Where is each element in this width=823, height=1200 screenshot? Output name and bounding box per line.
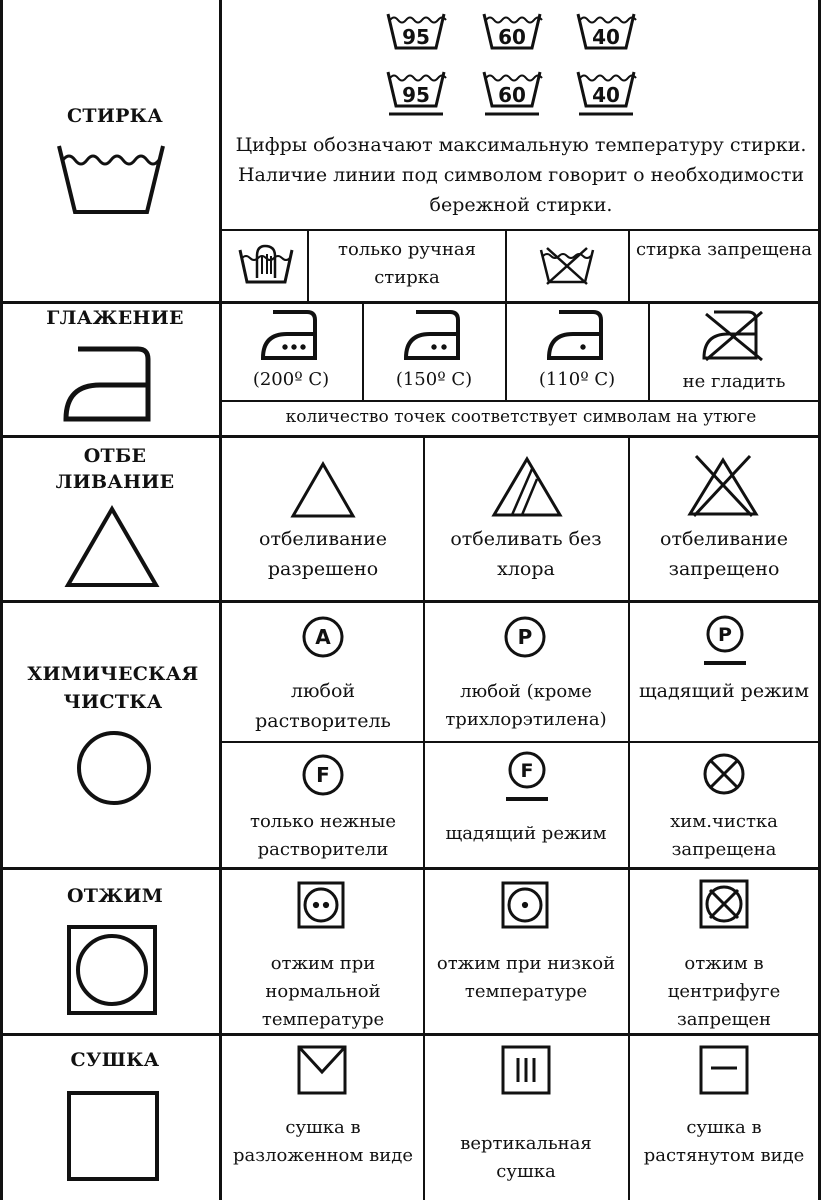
cell-divider <box>307 229 309 302</box>
washing-inner-divider <box>219 229 820 231</box>
dryclean-p-icon <box>502 614 548 660</box>
iron-icon <box>60 345 160 425</box>
cell-divider <box>648 301 650 401</box>
wash-95-icon <box>385 10 447 52</box>
circle-icon <box>74 728 154 808</box>
svg-text:P: P <box>718 624 732 646</box>
ironing-note: количество точек соответствует символам на утюге <box>285 407 757 427</box>
drycleaning-title-line1: ХИМИЧЕСКАЯ <box>27 663 199 685</box>
wash-40-gentle-icon <box>575 68 637 120</box>
no-wash-label: стирка запрещена <box>635 239 813 260</box>
square-circle-icon <box>66 924 158 1016</box>
wash-60-gentle-icon <box>481 68 543 120</box>
dryclean-f-icon <box>300 752 346 798</box>
bleach-allowed-label: отбеливание разрешено <box>259 528 387 580</box>
row-divider <box>0 867 821 870</box>
dry-stretched-icon <box>698 1044 750 1096</box>
wash-60-icon <box>481 10 543 52</box>
iron-150-label: (150º С) <box>395 369 473 390</box>
cell-divider <box>505 301 507 401</box>
svg-text:P: P <box>517 625 533 649</box>
hand-wash-label: только ручная стирка <box>338 239 476 288</box>
bleach-forbidden-label: отбеливание запрещено <box>660 528 788 580</box>
gentle-mode-label: щадящий режим <box>445 823 607 844</box>
iron-110-label: (110º С) <box>538 369 616 390</box>
bleach-no-chlorine-icon <box>490 455 564 519</box>
no-iron-icon <box>700 308 766 362</box>
dryclean-forbidden-icon <box>700 750 748 798</box>
any-except-label: любой (кроме трихлорэтилена) <box>445 681 607 730</box>
square-icon <box>66 1090 160 1182</box>
spin-title: ОТЖИМ <box>66 885 164 907</box>
spin-normal-icon <box>296 880 346 930</box>
dryclean-forbidden-label: хим.чистка запрещена <box>670 811 778 860</box>
cell-divider <box>423 435 425 1200</box>
row-divider <box>0 301 821 304</box>
hand-wash-icon <box>237 238 295 286</box>
dry-flat-label: сушка в разложенном виде <box>233 1117 413 1166</box>
bleach-allowed-icon <box>289 460 357 520</box>
ironing-title: ГЛАЖЕНИЕ <box>46 307 184 329</box>
triangle-icon <box>64 505 160 589</box>
bleaching-title-line2: ЛИВАНИЕ <box>55 471 175 493</box>
cell-divider <box>362 301 364 401</box>
delicate-solvents-label: только нежные растворители <box>249 811 397 860</box>
gentle-label: щадящий режим <box>638 680 810 702</box>
spin-forbidden-label: отжим в центрифуге запрещен <box>667 953 781 1030</box>
cell-divider <box>628 229 630 302</box>
washing-description: Цифры обозначают максимальную температуру стирки. Наличие линии под символом говорит о необходимости бережной стирки. <box>235 134 807 216</box>
drycleaning-inner-divider <box>219 741 820 743</box>
iron-200-icon <box>259 308 323 362</box>
svg-text:60: 60 <box>498 83 526 107</box>
dry-vertical-label: вертикальная сушка <box>460 1133 592 1182</box>
iron-150-icon <box>402 308 466 362</box>
bleach-forbidden-icon <box>686 452 760 518</box>
row-divider <box>0 435 821 438</box>
dry-stretched-label: сушка в растянутом виде <box>643 1117 805 1166</box>
svg-text:40: 40 <box>592 83 620 107</box>
wash-basin-icon <box>55 140 167 218</box>
washing-title: СТИРКА <box>66 105 164 127</box>
svg-text:60: 60 <box>498 25 526 49</box>
bleach-no-chlorine-label: отбеливать без хлора <box>450 528 602 580</box>
spin-low-icon <box>500 880 550 930</box>
svg-text:F: F <box>520 760 534 782</box>
drying-title: СУШКА <box>70 1049 160 1071</box>
iron-110-icon <box>545 308 609 362</box>
dryclean-p-gentle-icon <box>700 612 750 668</box>
spin-forbidden-icon <box>698 878 750 930</box>
no-iron-label: не гладить <box>682 371 786 392</box>
svg-text:95: 95 <box>402 25 430 49</box>
dryclean-f-gentle-icon <box>502 748 552 806</box>
svg-text:A: A <box>315 625 331 649</box>
no-wash-icon <box>537 244 597 286</box>
svg-text:F: F <box>316 763 330 787</box>
svg-text:95: 95 <box>402 83 430 107</box>
dry-vertical-icon <box>500 1044 552 1096</box>
bleaching-title-line1: ОТБЕ <box>83 445 147 467</box>
dry-flat-icon <box>296 1044 348 1096</box>
iron-200-label: (200º С) <box>252 369 330 390</box>
dryclean-a-icon <box>300 614 346 660</box>
wash-40-icon <box>575 10 637 52</box>
wash-95-gentle-icon <box>385 68 447 120</box>
spin-normal-label: отжим при нормальной температуре <box>261 953 385 1030</box>
cell-divider <box>628 435 630 1200</box>
cell-divider <box>505 229 507 302</box>
spin-low-label: отжим при низкой температуре <box>436 953 616 1002</box>
row-divider <box>0 600 821 603</box>
drycleaning-title-line2: ЧИСТКА <box>63 691 163 713</box>
any-solvent-label: любой растворитель <box>255 680 391 732</box>
svg-text:40: 40 <box>592 25 620 49</box>
ironing-inner-divider <box>219 400 820 402</box>
